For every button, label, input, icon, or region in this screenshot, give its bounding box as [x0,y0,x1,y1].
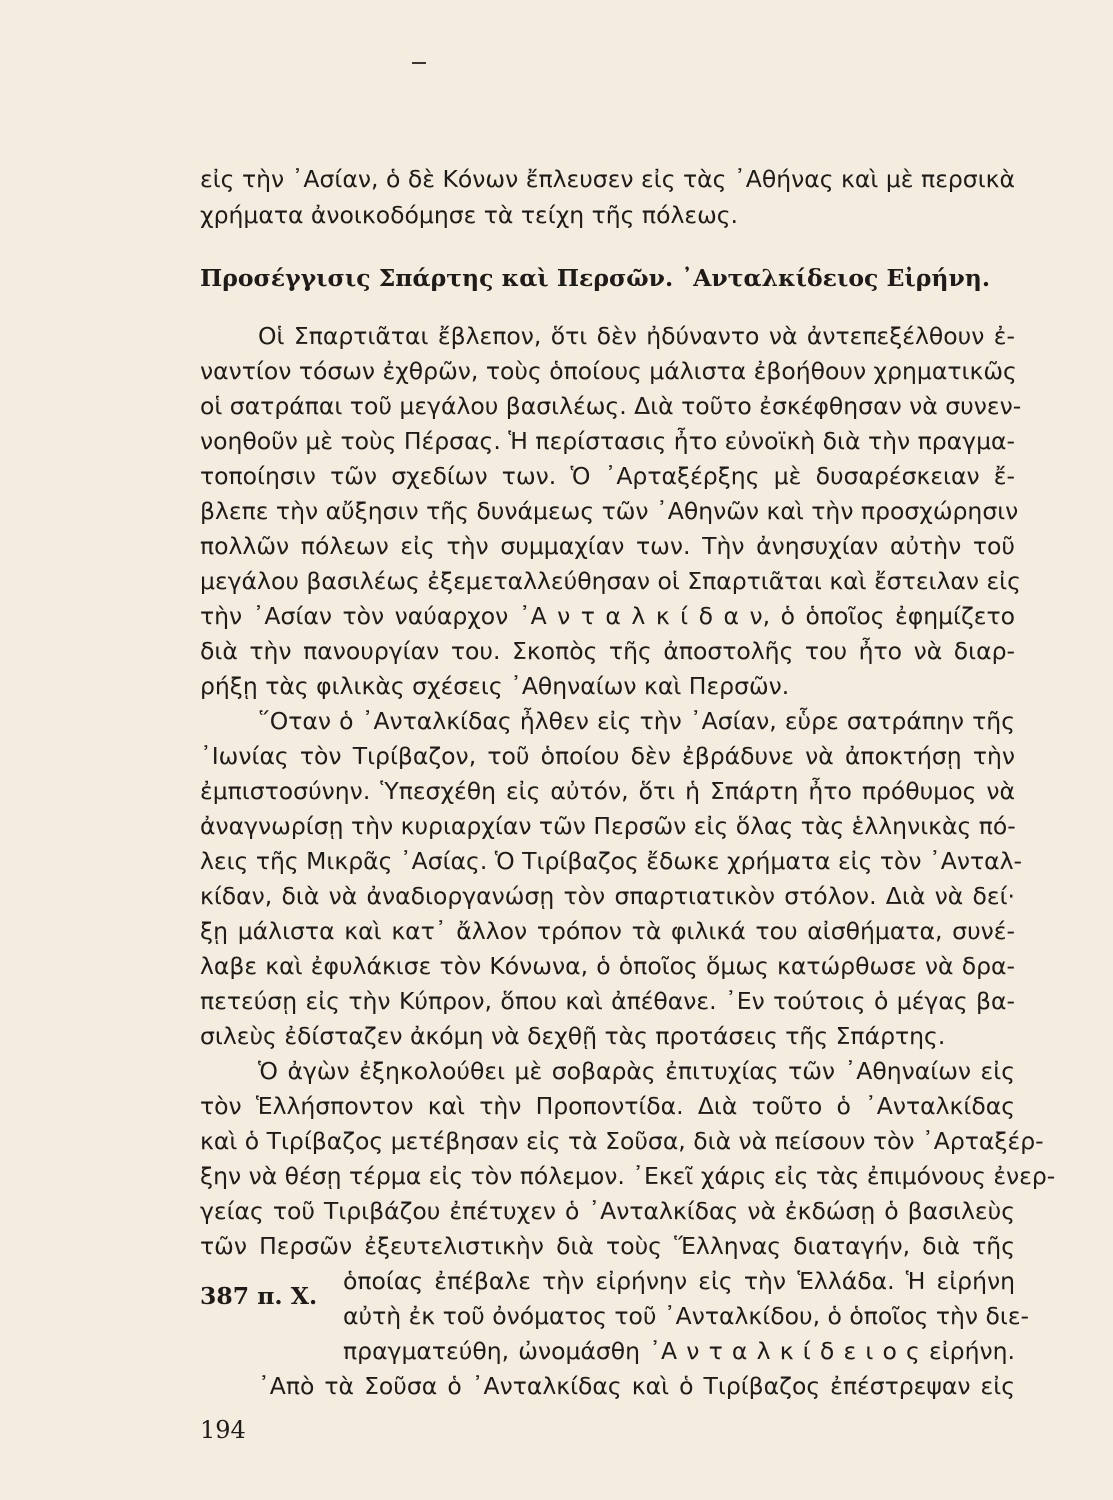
page-number: 194 [200,1416,246,1444]
text-line: νοηθοῦν μὲ τοὺς Πέρσας. Ἡ περίστασις ἦτο εὐνοϊκὴ διὰ τὴν πραγμα- [200,427,1015,455]
text-line: λεις τῆς Μικρᾶς ᾿Ασίας. Ὁ Τιρίβαζος ἔδωκε χρήματα εἰς τὸν ᾿Ανταλ- [200,847,1022,875]
text-line: ρήξῃ τὰς φιλικὰς σχέσεις ᾿Αθηναίων καὶ Περσῶν. [200,672,790,700]
text-line: ξῃ μάλιστα καὶ κατ᾿ ἄλλον τρόπον τὰ φιλικά του αἰσθήματα, συνέ- [200,917,1015,945]
text-line: Οἱ Σπαρτιᾶται ἔβλεπον, ὅτι δὲν ἠδύναντο νὰ ἀντεπεξέλθουν ἐ- [258,322,1015,350]
text-line: ῞Οταν ὁ ᾿Ανταλκίδας ἦλθεν εἰς τὴν ᾿Ασίαν, εὗρε σατράπην τῆς [258,707,1015,735]
text-line: γείας τοῦ Τιριβάζου ἐπέτυχεν ὁ ᾿Ανταλκίδας νὰ ἐκδώσῃ ὁ βασιλεὺς [200,1197,1015,1225]
text-line: μεγάλου βασιλέως ἐξεμεταλλεύθησαν οἱ Σπαρτιᾶται καὶ ἔστειλαν εἰς [200,567,1021,595]
text-line: καὶ ὁ Τιρίβαζος μετέβησαν εἰς τὰ Σοῦσα, διὰ νὰ πείσουν τὸν ᾿Αρταξέρ- [200,1127,1044,1155]
text-line: οἱ σατράπαι τοῦ μεγάλου βασιλέως. Διὰ τοῦτο ἐσκέφθησαν νὰ συνεν- [200,392,1022,420]
text-line: ἀναγνωρίσῃ τὴν κυριαρχίαν τῶν Περσῶν εἰς ὅλας τὰς ἑλληνικὰς πό- [200,812,1016,840]
text-line: τὴν ᾿Ασίαν τὸν ναύαρχον ᾿Α ν τ α λ κ ί δ α ν, ὁ ὁποῖος ἐφημίζετο [200,602,1015,630]
text-line: βλεπε τὴν αὔξησιν τῆς δυνάμεως τῶν ᾿Αθηνῶν καὶ τὴν προσχώρησιν [200,497,1019,525]
text-line: πετεύσῃ εἰς τὴν Κύπρον, ὅπου καὶ ἀπέθανε. ᾿Εν τούτοις ὁ μέγας βα- [200,987,1015,1015]
text-line: εἰς τὴν ᾿Ασίαν, ὁ δὲ Κόνων ἔπλευσεν εἰς τὰς ᾿Αθήνας καὶ μὲ περσικὰ [200,165,1015,193]
text-line: λαβε καὶ ἐφυλάκισε τὸν Κόνωνα, ὁ ὁποῖος ὅμως κατώρθωσε νὰ δρα- [200,952,1015,980]
text-line: πραγματεύθη, ὠνομάσθη ᾿Α ν τ α λ κ ί δ ε ι ο ς εἰρήνη. [343,1337,1015,1365]
text-line: Ὁ ἀγὼν ἐξηκολούθει μὲ σοβαρὰς ἐπιτυχίας τῶν ᾿Αθηναίων εἰς [258,1057,1015,1085]
text-line: χρήματα ἀνοικοδόμησε τὰ τείχη τῆς πόλεως. [200,201,739,229]
text-line: ὁποίας ἐπέβαλε τὴν εἰρήνην εἰς τὴν Ἑλλάδα. Ἡ εἰρήνη [343,1267,1015,1295]
text-line: ἐμπιστοσύνην. Ὑπεσχέθη εἰς αὐτόν, ὅτι ἡ Σπάρτη ἦτο πρόθυμος νὰ [200,777,1015,805]
margin-date-note: 387 π. Χ. [200,1282,318,1310]
text-line: ᾿Ιωνίας τὸν Τιρίβαζον, τοῦ ὁποίου δὲν ἐβράδυνε νὰ ἀποκτήσῃ τὴν [200,742,1015,770]
text-line: κίδαν, διὰ νὰ ἀναδιοργανώσῃ τὸν σπαρτιατικὸν στόλον. Διὰ νὰ δεί· [200,882,1015,910]
text-line: αὐτὴ ἐκ τοῦ ὀνόματος τοῦ ᾿Ανταλκίδου, ὁ ὁποῖος τὴν διε- [343,1302,1030,1330]
text-line: τοποίησιν τῶν σχεδίων των. Ὁ ᾿Αρταξέρξης μὲ δυσαρέσκειαν ἔ- [200,462,1015,490]
text-line: τὸν Ἑλλήσποντον καὶ τὴν Προποντίδα. Διὰ τοῦτο ὁ ᾿Ανταλκίδας [200,1092,1015,1120]
text-line: σιλεὺς ἐδίσταζεν ἀκόμη νὰ δεχθῇ τὰς προτάσεις τῆς Σπάρτης. [200,1022,946,1050]
section-heading: Προσέγγισις Σπάρτης καὶ Περσῶν. ᾿Ανταλκίδειος Εἰρήνη. [200,264,991,292]
print-mark [412,62,426,64]
text-line: ναντίον τόσων ἐχθρῶν, τοὺς ὁποίους μάλιστα ἐβοήθουν χρηματικῶς [200,357,1017,385]
text-line: πολλῶν πόλεων εἰς τὴν συμμαχίαν των. Τὴν ἀνησυχίαν αὐτὴν τοῦ [200,532,1015,560]
text-line: ᾿Απὸ τὰ Σοῦσα ὁ ᾿Ανταλκίδας καὶ ὁ Τιρίβαζος ἐπέστρεψαν εἰς [258,1372,1015,1400]
text-line: τῶν Περσῶν ἐξευτελιστικὴν διὰ τοὺς Ἕλληνας διαταγήν, διὰ τῆς [200,1232,1015,1260]
text-line: ξην νὰ θέσῃ τέρμα εἰς τὸν πόλεμον. ᾿Εκεῖ χάρις εἰς τὰς ἐπιμόνους ἐνερ- [200,1162,1056,1190]
text-line: διὰ τὴν πανουργίαν του. Σκοπὸς τῆς ἀποστολῆς του ἦτο νὰ διαρ- [200,637,1015,665]
